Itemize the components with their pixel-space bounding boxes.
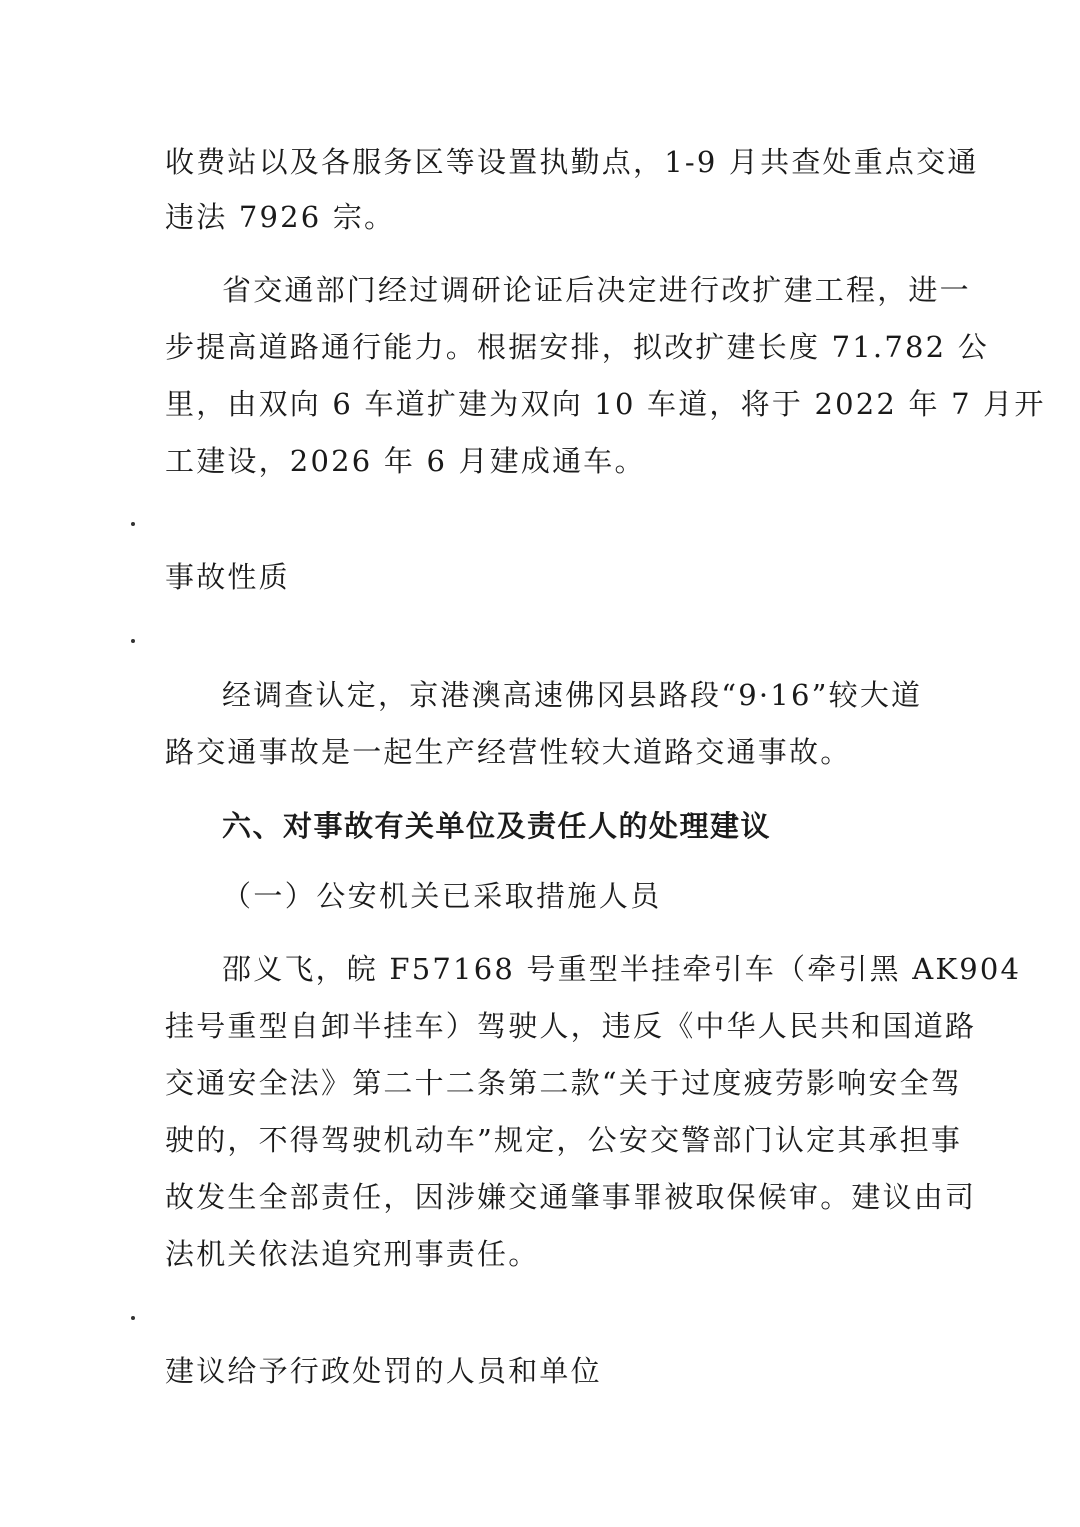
paragraph-line: 交通安全法》第二十二条第二款“关于过度疲劳影响安全驾 (165, 1066, 963, 1100)
paragraph-line: 省交通部门经过调研论证后决定进行改扩建工程，进一 (222, 273, 971, 307)
heading-six: 六、对事故有关单位及责任人的处理建议 (222, 809, 772, 843)
paragraph-line: 经调查认定，京港澳高速佛冈县路段“9·16”较大道 (222, 678, 923, 712)
paragraph-line: 里，由双向 6 车道扩建为双向 10 车道，将于 2022 年 7 月开 (165, 387, 1046, 421)
bullet-dot (131, 639, 135, 643)
paragraph-line: 邵义飞，皖 F57168 号重型半挂牵引车（牵引黑 AK904 (222, 952, 1022, 986)
paragraph-line: 路交通事故是一起生产经营性较大道路交通事故。 (165, 735, 852, 769)
bullet-dot (131, 522, 135, 526)
subheading-one: （一）公安机关已采取措施人员 (222, 879, 662, 913)
paragraph-line: 步提高道路通行能力。根据安排，拟改扩建长度 71.782 公 (165, 330, 989, 364)
paragraph-line: 驶的，不得驾驶机动车”规定，公安交警部门认定其承担事 (165, 1123, 963, 1157)
paragraph-line: 法机关依法追究刑事责任。 (165, 1237, 540, 1271)
bullet-dot (131, 1316, 135, 1320)
paragraph-line: 违法 7926 宗。 (165, 200, 396, 234)
paragraph-line: 收费站以及各服务区等设置执勤点，1-9 月共查处重点交通 (165, 145, 979, 179)
paragraph-line: 故发生全部责任，因涉嫌交通肇事罪被取保候审。建议由司 (165, 1180, 977, 1214)
paragraph-line: 挂号重型自卸半挂车）驾驶人，违反《中华人民共和国道路 (165, 1009, 977, 1043)
section-title-admin: 建议给予行政处罚的人员和单位 (165, 1354, 602, 1388)
paragraph-line: 工建设，2026 年 6 月建成通车。 (165, 444, 646, 478)
section-title-nature: 事故性质 (165, 560, 290, 594)
